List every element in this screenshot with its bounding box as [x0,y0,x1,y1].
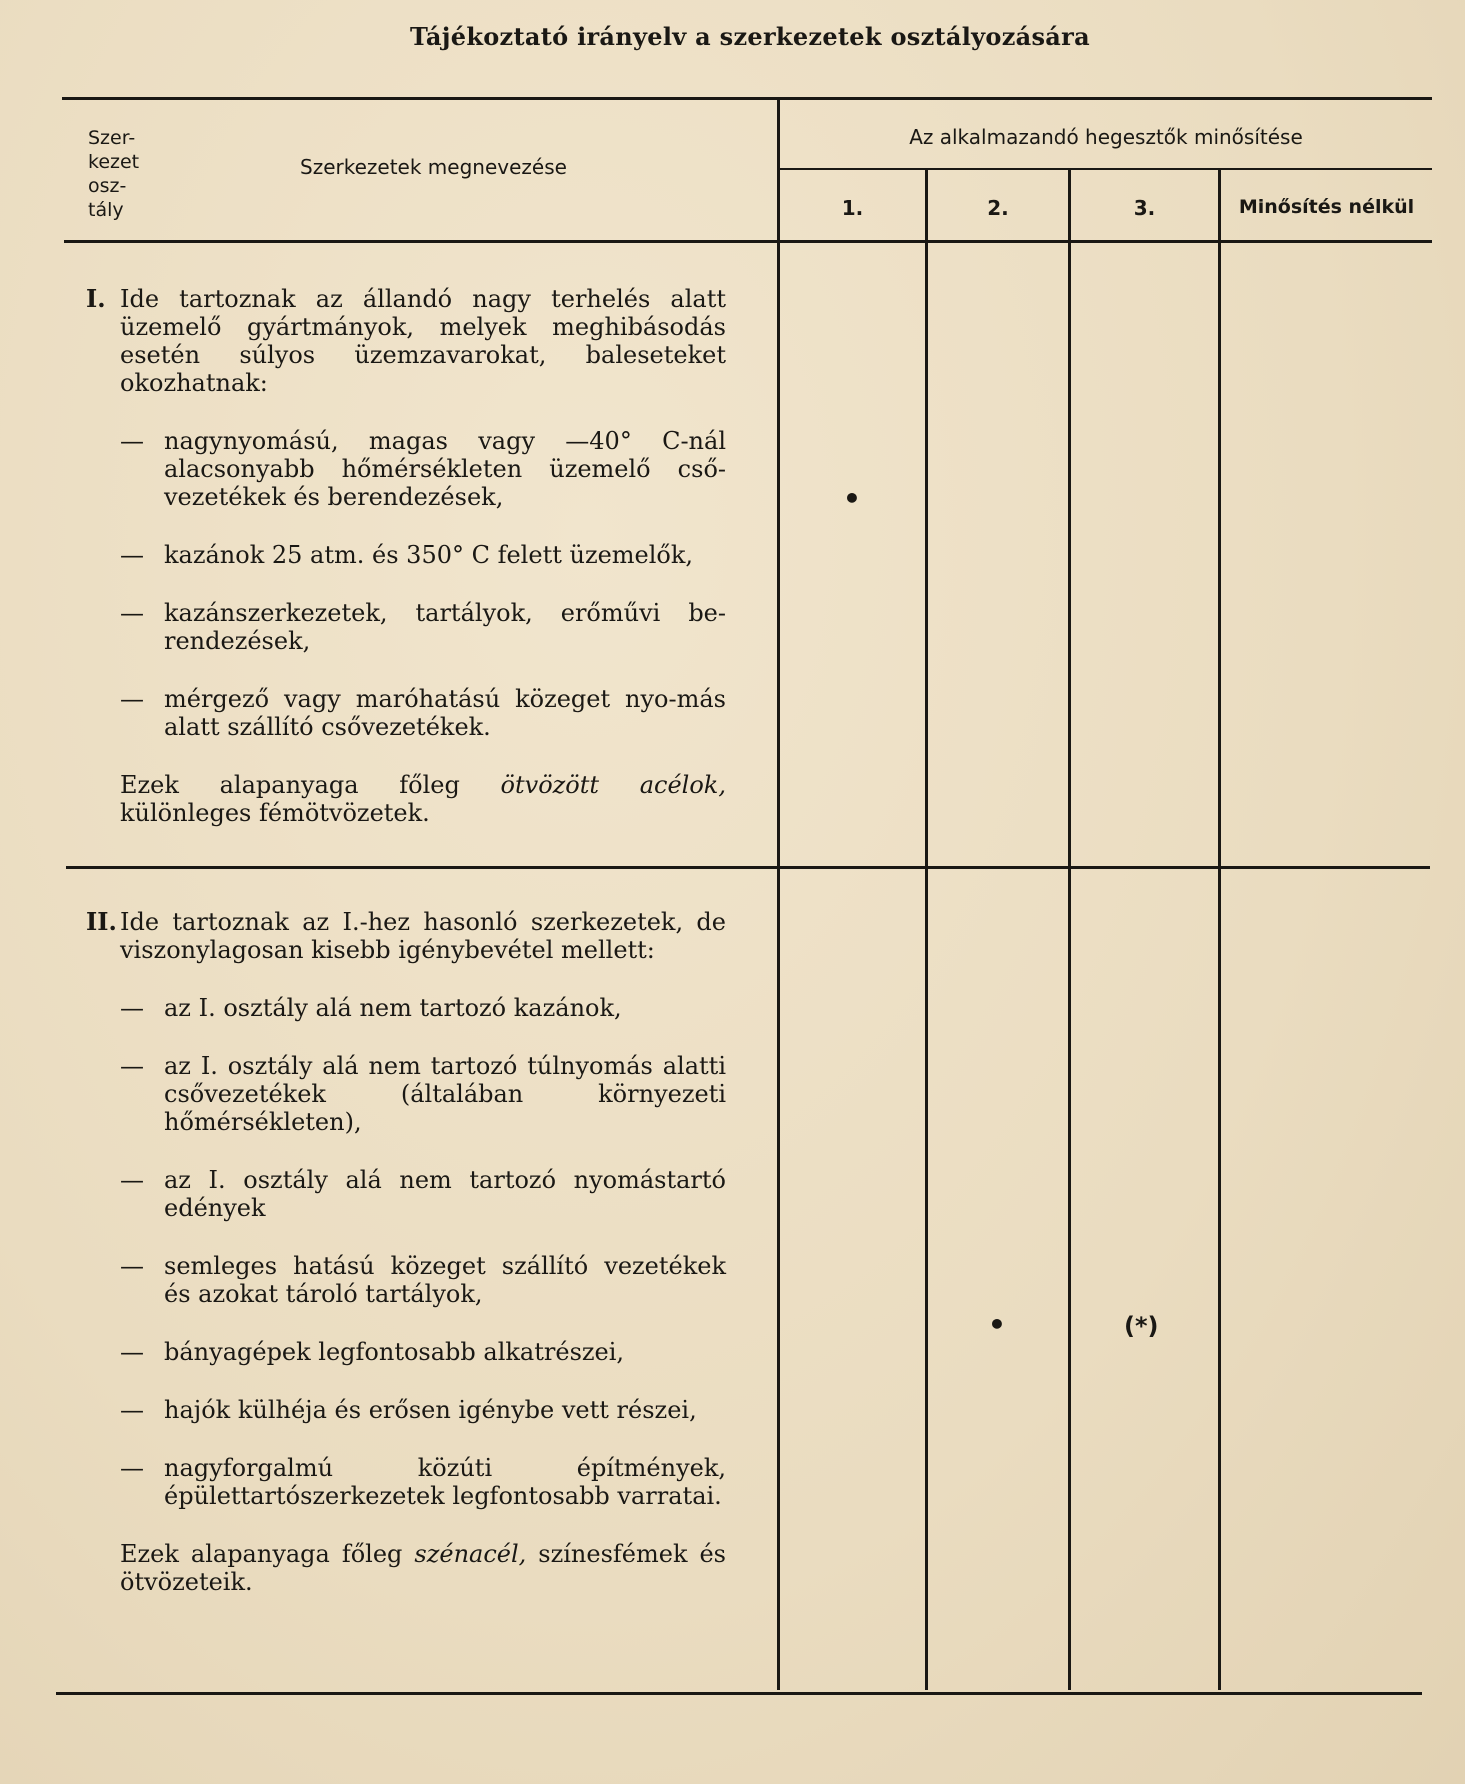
material-note-emphasis: ötvözött acélok, [500,771,726,799]
header-sub-rule [780,168,1432,170]
row-2-q2-mark: • [988,1308,1006,1341]
row-2-q3-mark: (*) [1124,1312,1159,1340]
list-item [86,685,726,741]
list-item [86,1252,726,1308]
name-col-divider [777,100,780,1690]
table-bottom-rule [56,1692,1422,1695]
class-number: II. [86,907,117,936]
list-item [86,1454,726,1510]
material-note [86,771,726,827]
header-q1: 1. [841,196,864,220]
header-class-column [88,126,158,222]
list-item [86,1338,726,1366]
list-item-text: kazánszerkezetek, tartályok, erőművi be-rendezések, [164,599,726,655]
row-1-q1-mark: • [843,482,861,515]
list-item [86,427,726,511]
q3-col-divider [1218,170,1221,1690]
dash-bullet: — [120,1396,144,1424]
list-item [86,599,726,655]
list-item-text: nagynyomású, magas vagy —40° C-nál alacsonyabb hőmérsékleten üzemelő cső-vezetékek és berendezések, [164,427,726,511]
list-item [86,994,726,1022]
material-note-text: Ezek alapanyaga főleg [120,1540,415,1568]
header-q2: 2. [987,196,1009,220]
list-item [86,1166,726,1222]
list-item-text: nagyforgalmú közúti építmények, épülettartószerkezetek legfontosabb varratai. [164,1454,726,1510]
header-name-column: Szerkezetek megnevezése [300,155,567,179]
dash-bullet: — [120,1166,144,1194]
header-class-line: Szer- [88,127,136,149]
header-q3: 3. [1133,196,1156,220]
list-item [86,1052,726,1136]
q1-col-divider [925,170,928,1690]
dash-bullet: — [120,1052,144,1080]
material-note-text: különleges fémötvözetek. [120,799,430,827]
page-title: Tájékoztató irányelv a szerkezetek osztályozására [410,22,1090,51]
material-note-text: színesfémek és ötvözeteik. [120,1540,726,1596]
list-item-text: semleges hatású közeget szállító vezetékek és azokat tároló tartályok, [164,1252,726,1308]
class-description: Ide tartoznak az állandó nagy terhelés alatt üzemelő gyártmányok, melyek meghibásodás esetén súlyos üzemzavarokat, baleseteket okozhatnak: [120,285,726,397]
material-note-text: Ezek alapanyaga főleg [120,771,501,799]
header-no-qualification: Minősítés nélkül [1238,196,1415,218]
list-item [86,1396,726,1424]
dash-bullet: — [120,599,144,627]
class-row-intro [86,285,726,397]
q2-col-divider [1068,170,1071,1690]
dash-bullet: — [120,1252,144,1280]
list-item-text: mérgező vagy maróhatású közeget nyo-más alatt szállító csővezetékek. [164,685,726,741]
list-item-text: az I. osztály alá nem tartozó kazánok, [164,994,622,1022]
class-row-1 [86,285,726,827]
list-item [86,541,726,569]
header-qualification-group: Az alkalmazandó hegesztők minősítése [909,125,1303,149]
class-description: Ide tartoznak az I.-hez hasonló szerkezetek, de viszonylagosan kisebb igénybevétel mellett: [120,908,726,964]
dash-bullet: — [120,1338,144,1366]
class-number: I. [86,284,106,313]
row-divider-rule [66,866,1430,869]
table-top-rule [62,97,1432,100]
header-class-line: tály [88,199,124,221]
material-note-emphasis: szénacél, [414,1540,527,1568]
class-row-2 [86,908,726,1596]
list-item-text: az I. osztály alá nem tartozó nyomástartó edények [164,1166,726,1222]
header-bottom-rule [64,240,1432,243]
list-item-text: hajók külhéja és erősen igénybe vett részei, [164,1396,697,1424]
dash-bullet: — [120,994,144,1022]
header-class-line: osz- [88,175,127,197]
material-note [86,1540,726,1596]
header-class-line: kezet [88,151,140,173]
class-row-intro [86,908,726,964]
dash-bullet: — [120,685,144,713]
list-item-text: bányagépek legfontosabb alkatrészei, [164,1338,625,1366]
dash-bullet: — [120,427,144,455]
dash-bullet: — [120,1454,144,1482]
list-item-text: kazánok 25 atm. és 350° C felett üzemelők, [164,541,694,569]
list-item-text: az I. osztály alá nem tartozó túlnyomás alatti csővezetékek (általában környezeti hőmérsékleten), [164,1052,726,1136]
dash-bullet: — [120,541,144,569]
